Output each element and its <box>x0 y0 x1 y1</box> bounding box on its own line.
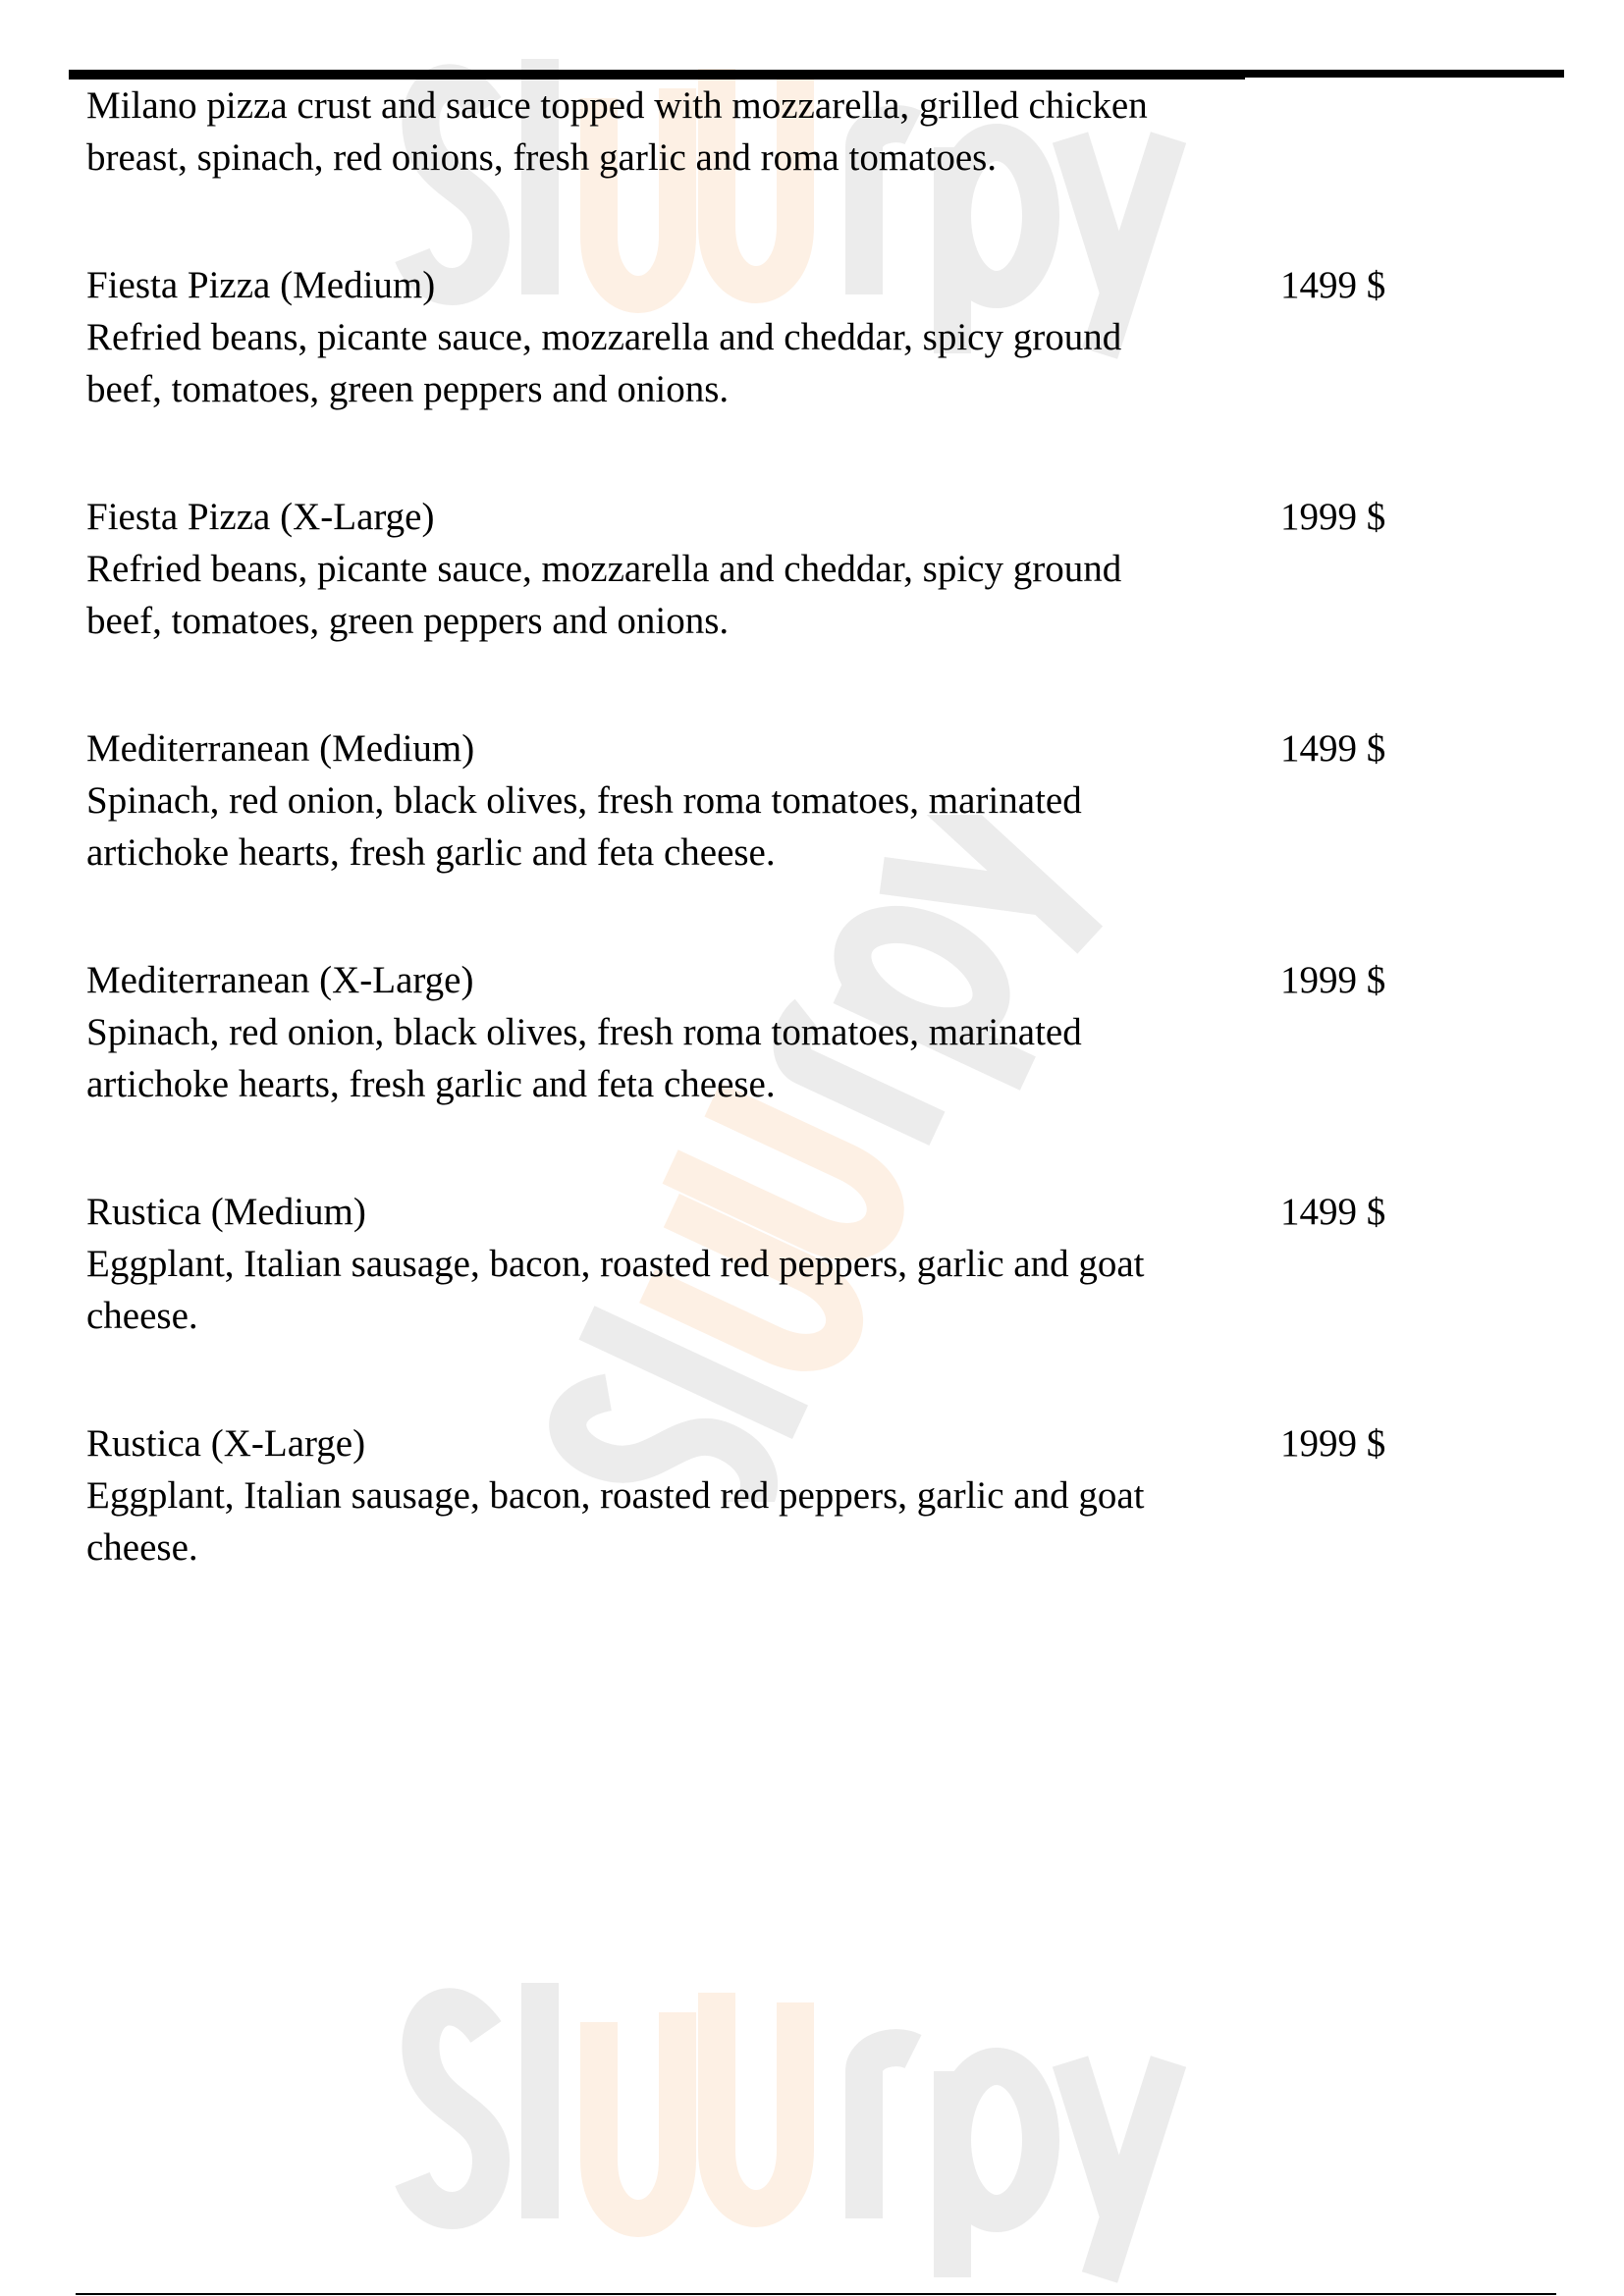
item-title-row <box>86 1186 1559 1238</box>
item-title-row <box>86 722 1559 774</box>
item-title-row <box>86 259 1559 311</box>
top-rule <box>69 70 1564 78</box>
description-line: Milano pizza crust and sauce topped with mozzarella, grilled chicken <box>86 84 1148 127</box>
description-line: Spinach, red onion, black olives, fresh roma tomatoes, marinated <box>86 779 1082 822</box>
description-line: breast, spinach, red onions, fresh garlic and roma tomatoes. <box>86 136 998 179</box>
item-name: Mediterranean (Medium) <box>86 727 475 770</box>
menu-item <box>86 1417 1559 1574</box>
item-price: 1999 $ <box>1280 959 1386 1001</box>
item-name: Fiesta Pizza (Medium) <box>86 264 436 306</box>
menu-content <box>86 80 1559 1649</box>
bottom-rule <box>76 2293 1556 2295</box>
item-price: 1499 $ <box>1280 727 1386 770</box>
description-line: Eggplant, Italian sausage, bacon, roasted red peppers, garlic and goat <box>86 1474 1145 1517</box>
description-line: Eggplant, Italian sausage, bacon, roasted red peppers, garlic and goat <box>86 1243 1145 1285</box>
description-line: beef, tomatoes, green peppers and onions. <box>86 368 730 410</box>
item-price: 1999 $ <box>1280 496 1386 538</box>
menu-item <box>86 1186 1559 1342</box>
description-line: artichoke hearts, fresh garlic and feta cheese. <box>86 1063 776 1105</box>
menu-item <box>86 259 1559 415</box>
menu-item <box>86 954 1559 1110</box>
item-name: Fiesta Pizza (X-Large) <box>86 496 435 538</box>
menu-item <box>86 491 1559 647</box>
description-line: cheese. <box>86 1526 198 1569</box>
continued-description <box>86 80 1559 184</box>
item-name: Rustica (X-Large) <box>86 1422 366 1465</box>
item-title-row <box>86 491 1559 543</box>
item-title-row <box>86 1417 1559 1469</box>
item-title-row <box>86 954 1559 1006</box>
description-line: Refried beans, picante sauce, mozzarella and cheddar, spicy ground <box>86 548 1122 590</box>
item-price: 1499 $ <box>1280 1191 1386 1233</box>
description-line: Spinach, red onion, black olives, fresh roma tomatoes, marinated <box>86 1011 1082 1053</box>
sluurpy-watermark-logo <box>393 1963 1257 2287</box>
item-price: 1999 $ <box>1280 1422 1386 1465</box>
menu-item <box>86 722 1559 879</box>
description-line: cheese. <box>86 1295 198 1337</box>
item-price: 1499 $ <box>1280 264 1386 306</box>
item-name: Mediterranean (X-Large) <box>86 959 474 1001</box>
description-line: artichoke hearts, fresh garlic and feta cheese. <box>86 831 776 874</box>
description-line: Refried beans, picante sauce, mozzarella and cheddar, spicy ground <box>86 316 1122 358</box>
item-name: Rustica (Medium) <box>86 1191 366 1233</box>
description-line: beef, tomatoes, green peppers and onions. <box>86 600 730 642</box>
